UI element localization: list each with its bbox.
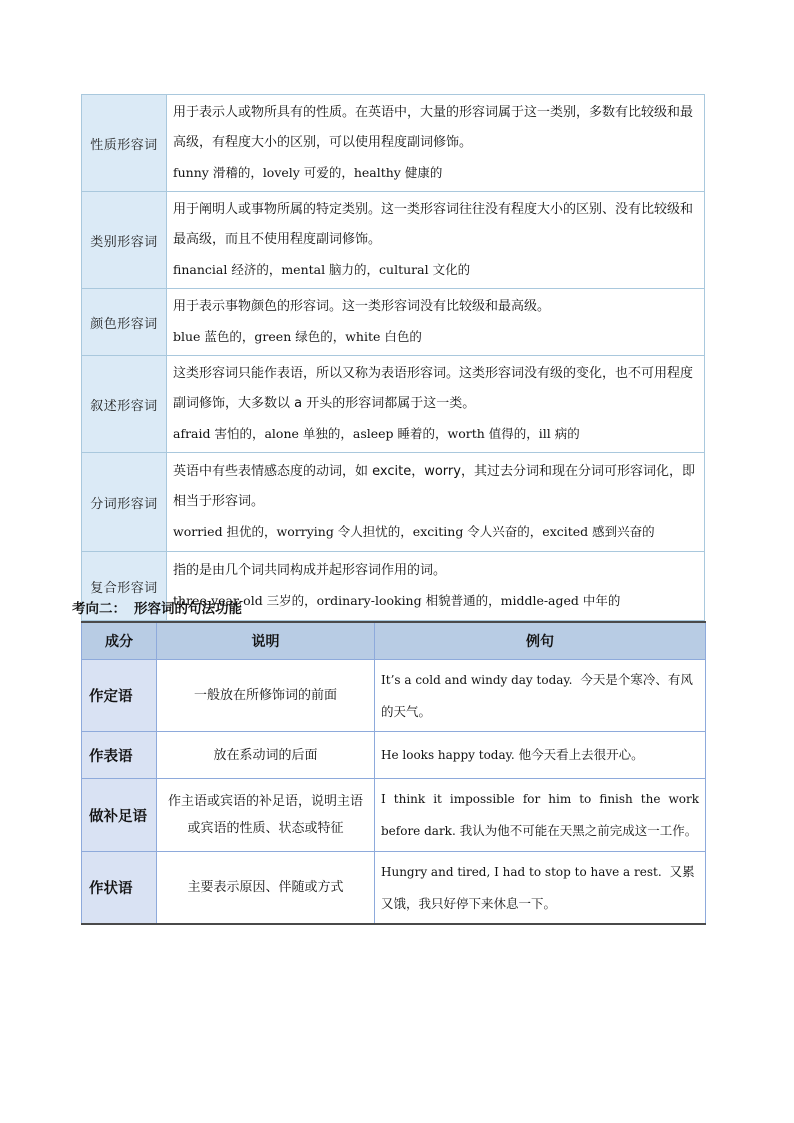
type-row: [82, 289, 705, 356]
type-examples: blue 蓝色的，green 绿色的，white 白色的: [173, 329, 422, 344]
type-cell: [167, 289, 705, 356]
function-example: [375, 852, 706, 925]
example-chinese: 我认为他不可能在天黑之前完成这一工作。: [459, 823, 698, 838]
header-example: 例句: [375, 622, 706, 660]
header-explanation: 说明: [157, 622, 375, 660]
type-description: 这类形容词只能作表语，所以又称为表语形容词。这类形容词没有级的变化，也不可用程度副词修饰，大多数以 a 开头的形容词都属于这一类。: [173, 366, 694, 411]
type-examples: funny 滑稽的，lovely 可爱的，healthy 健康的: [173, 165, 443, 180]
section-prefix: 考向二：: [72, 601, 126, 617]
example-chinese: 又累又饿，我只好停下来休息一下。: [381, 864, 695, 911]
function-row: [82, 732, 706, 779]
type-cell: [167, 192, 705, 289]
function-row: [82, 852, 706, 925]
type-description: 用于表示人或物所具有的性质。在英语中，大量的形容词属于这一类别，多数有比较级和最高级，有程度大小的区别，可以使用程度副词修饰。: [173, 105, 694, 150]
function-role: 作状语: [82, 852, 157, 925]
type-description: 英语中有些表情感态度的动词，如 excite，worry，其过去分词和现在分词可形容词化，即相当于形容词。: [173, 464, 695, 509]
type-description: 用于表示事物颜色的形容词。这一类形容词没有比较级和最高级。: [173, 299, 551, 314]
function-description: 作主语或宾语的补足语，说明主语或宾语的性质、状态或特征: [157, 779, 375, 852]
example-chinese: 他今天看上去很开心。: [518, 747, 644, 762]
syntax-function-table: [81, 621, 706, 925]
type-examples: worried 担优的，worrying 令人担忧的，exciting 令人兴奋的，excited 感到兴奋的: [173, 524, 655, 539]
example-english: Hungry and tired, I had to stop to have a rest.: [381, 865, 662, 879]
type-row: [82, 453, 705, 552]
example-chinese: 今天是个寒冷、有风的天气。: [381, 672, 693, 719]
type-examples: afraid 害怕的，alone 单独的，asleep 睡着的，worth 值得的，ill 病的: [173, 426, 580, 441]
function-example: [375, 779, 706, 852]
type-cell: [167, 356, 705, 453]
function-description: 一般放在所修饰词的前面: [157, 660, 375, 732]
type-category: 叙述形容词: [82, 356, 167, 453]
type-category: 类别形容词: [82, 192, 167, 289]
type-examples: financial 经济的，mental 脑力的，cultural 文化的: [173, 262, 471, 277]
type-cell: [167, 95, 705, 192]
function-row: [82, 779, 706, 852]
example-english: It’s a cold and windy day today.: [381, 673, 573, 687]
example-english: He looks happy today.: [381, 748, 515, 762]
function-row: [82, 660, 706, 732]
header-component: 成分: [82, 622, 157, 660]
type-examples: three-year-old 三岁的，ordinary-looking 相貌普通的，middle-aged 中年的: [173, 593, 621, 608]
type-category: 复合形容词: [82, 552, 167, 621]
type-row: [82, 192, 705, 289]
type-row: [82, 95, 705, 192]
section-heading: [72, 597, 242, 617]
type-description: 用于阐明人或事物所属的特定类别。这一类形容词往往没有程度大小的区别、没有比较级和最高级，而且不使用程度副词修饰。: [173, 202, 694, 247]
example-english: I think it impossible for him to finish the work before dark.: [381, 792, 699, 838]
function-example: [375, 732, 706, 779]
section-title: 形容词的句法功能: [134, 601, 242, 617]
function-description: 主要表示原因、伴随或方式: [157, 852, 375, 925]
function-role: 做补足语: [82, 779, 157, 852]
type-cell: [167, 453, 705, 552]
type-category: 性质形容词: [82, 95, 167, 192]
function-description: 放在系动词的后面: [157, 732, 375, 779]
adjective-types-table: [81, 94, 705, 621]
type-description: 指的是由几个词共同构成并起形容词作用的词。: [173, 563, 447, 578]
function-role: 作定语: [82, 660, 157, 732]
type-cell: [167, 552, 705, 621]
type-category: 颜色形容词: [82, 289, 167, 356]
type-row: [82, 356, 705, 453]
function-example: [375, 660, 706, 732]
type-category: 分词形容词: [82, 453, 167, 552]
table-header-row: [82, 622, 706, 660]
function-role: 作表语: [82, 732, 157, 779]
